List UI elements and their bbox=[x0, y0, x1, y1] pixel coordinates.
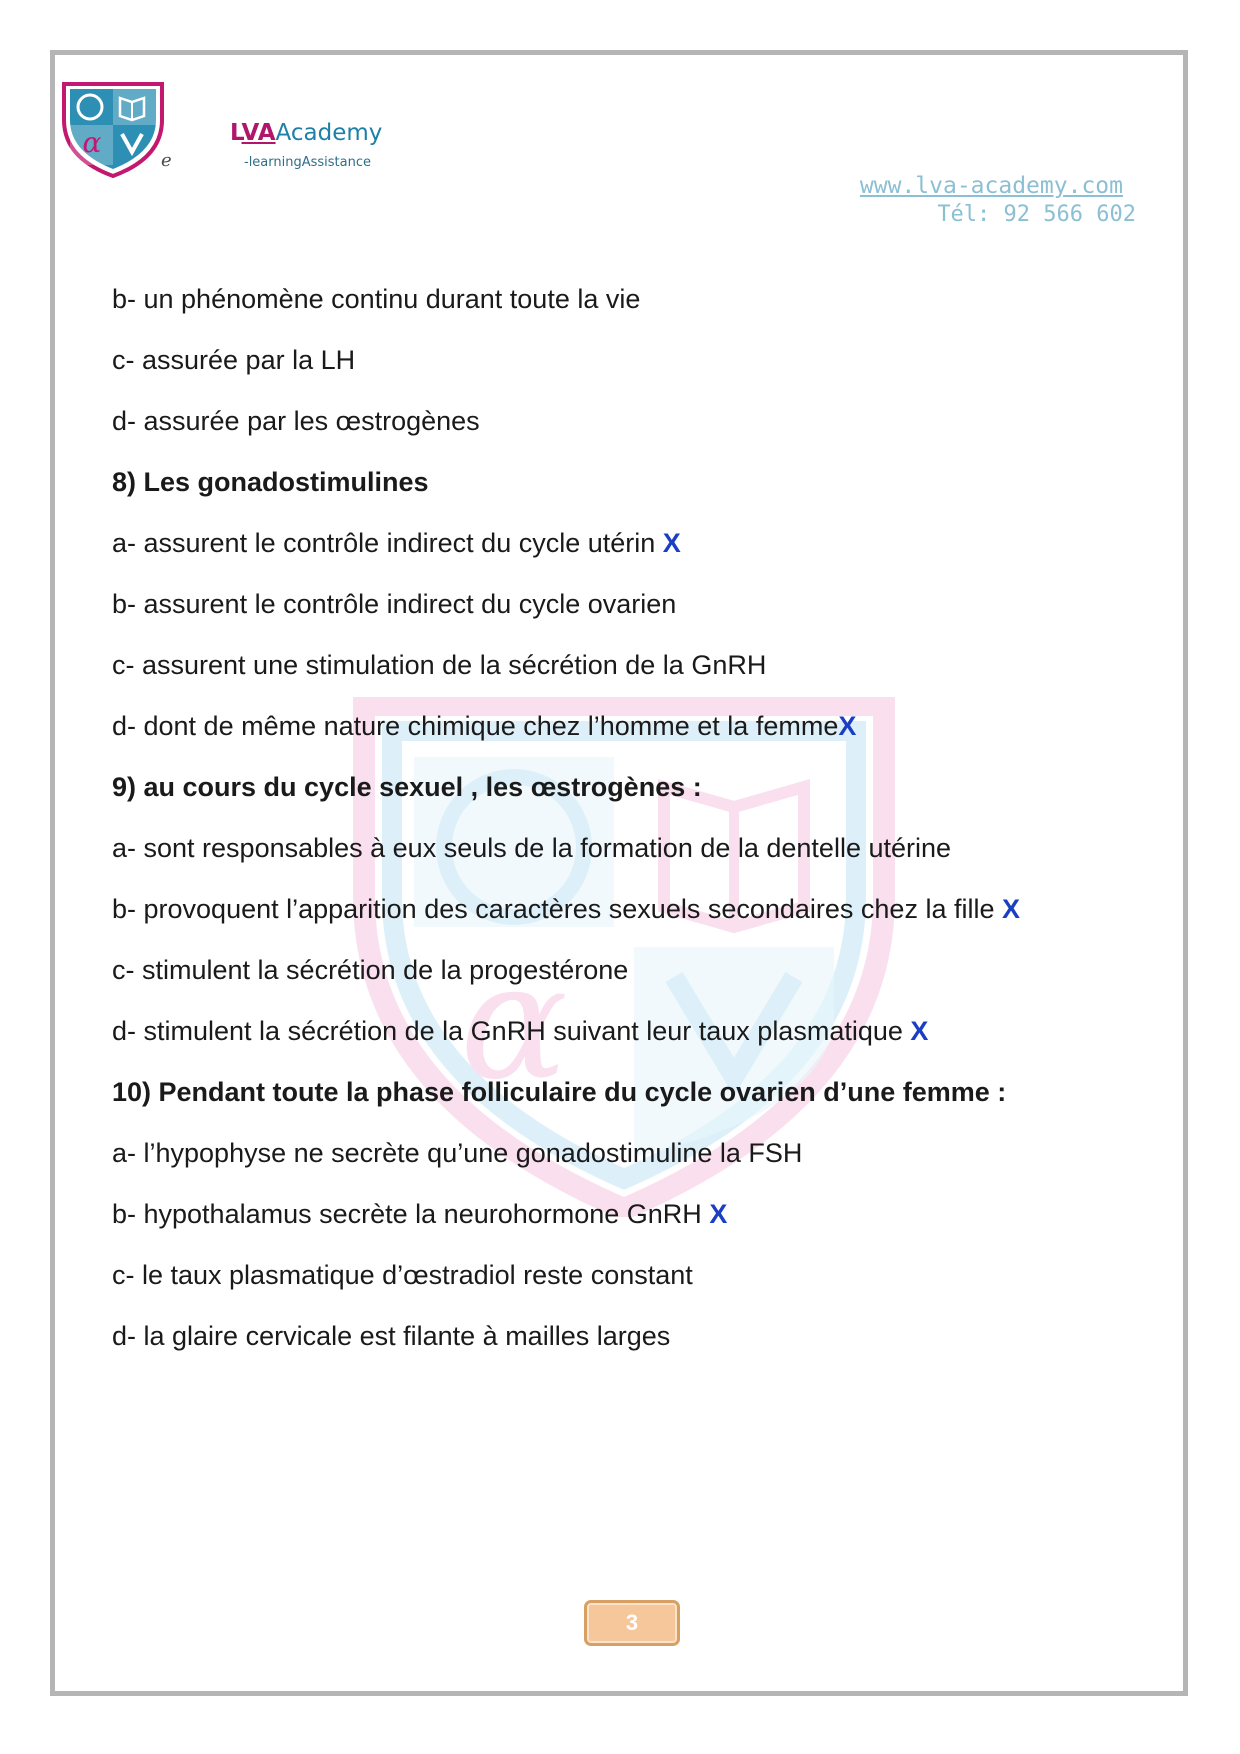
svg-text:α: α bbox=[459, 928, 569, 1115]
line-text: a- assurent le contrôle indirect du cycle utérin bbox=[112, 528, 663, 558]
line-text: 8) Les gonadostimulines bbox=[112, 467, 429, 497]
brand-va: VA bbox=[241, 120, 276, 146]
answer-line bbox=[112, 525, 1162, 586]
line-text: c- assurée par la LH bbox=[112, 345, 356, 375]
answer-mark: X bbox=[910, 1016, 929, 1046]
answer-line bbox=[112, 647, 1162, 708]
answer-line bbox=[112, 1135, 1162, 1196]
answer-line bbox=[112, 403, 1162, 464]
brand-subtitle: -learningAssistance bbox=[244, 155, 371, 170]
question-heading bbox=[112, 464, 1162, 525]
line-text: d- assurée par les œstrogènes bbox=[112, 406, 480, 436]
line-text: a- sont responsables à eux seuls de la formation de la dentelle utérine bbox=[112, 833, 952, 863]
question-heading bbox=[112, 769, 1162, 830]
lva-logo-icon bbox=[58, 80, 168, 180]
answer-mark: X bbox=[1002, 894, 1021, 924]
line-text: b- provoquent l’apparition des caractères sexuels secondaires chez la fille bbox=[112, 894, 1002, 924]
phone-number: Tél: 92 566 602 bbox=[937, 202, 1136, 227]
line-text: d- dont de même nature chimique chez l’homme et la femme bbox=[112, 711, 839, 741]
website-link[interactable]: www.lva-academy.com bbox=[859, 173, 1123, 199]
brand-name bbox=[230, 120, 382, 146]
answer-line bbox=[112, 586, 1162, 647]
svg-text:α: α bbox=[82, 126, 102, 159]
answer-line bbox=[112, 952, 1162, 1013]
line-text: 10) Pendant toute la phase folliculaire du cycle ovarien d’une femme : bbox=[112, 1077, 1007, 1107]
page-number: 3 bbox=[584, 1600, 680, 1646]
answer-line bbox=[112, 1013, 1162, 1074]
line-text: c- stimulent la sécrétion de la progestérone bbox=[112, 955, 629, 985]
line-text: d- la glaire cervicale est filante à mailles larges bbox=[112, 1321, 671, 1351]
answer-mark: X bbox=[709, 1199, 728, 1229]
answer-line bbox=[112, 891, 1162, 952]
answer-mark: X bbox=[838, 711, 857, 741]
logo-letter: e bbox=[161, 150, 172, 171]
answer-line bbox=[112, 1318, 1162, 1379]
line-text: c- assurent une stimulation de la sécrétion de la GnRH bbox=[112, 650, 767, 680]
line-text: a- l’hypophyse ne secrète qu’une gonadostimuline la FSH bbox=[112, 1138, 803, 1168]
line-text: d- stimulent la sécrétion de la GnRH suivant leur taux plasmatique bbox=[112, 1016, 911, 1046]
line-text: 9) au cours du cycle sexuel , les œstrogènes : bbox=[112, 772, 702, 802]
line-text: b- hypothalamus secrète la neurohormone GnRH bbox=[112, 1199, 710, 1229]
brand-l: L bbox=[230, 120, 242, 146]
brand-academy: Academy bbox=[275, 120, 383, 146]
answer-line bbox=[112, 830, 1162, 891]
answer-line bbox=[112, 342, 1162, 403]
answer-mark: X bbox=[662, 528, 681, 558]
question-heading bbox=[112, 1074, 1162, 1135]
line-text: b- un phénomène continu durant toute la vie bbox=[112, 284, 641, 314]
answer-line bbox=[112, 708, 1162, 769]
answer-line bbox=[112, 1257, 1162, 1318]
line-text: b- assurent le contrôle indirect du cycle ovarien bbox=[112, 589, 677, 619]
answer-line bbox=[112, 281, 1162, 342]
answer-line bbox=[112, 1196, 1162, 1257]
line-text: c- le taux plasmatique d’œstradiol reste constant bbox=[112, 1260, 693, 1290]
qcm-content bbox=[112, 281, 1162, 1379]
